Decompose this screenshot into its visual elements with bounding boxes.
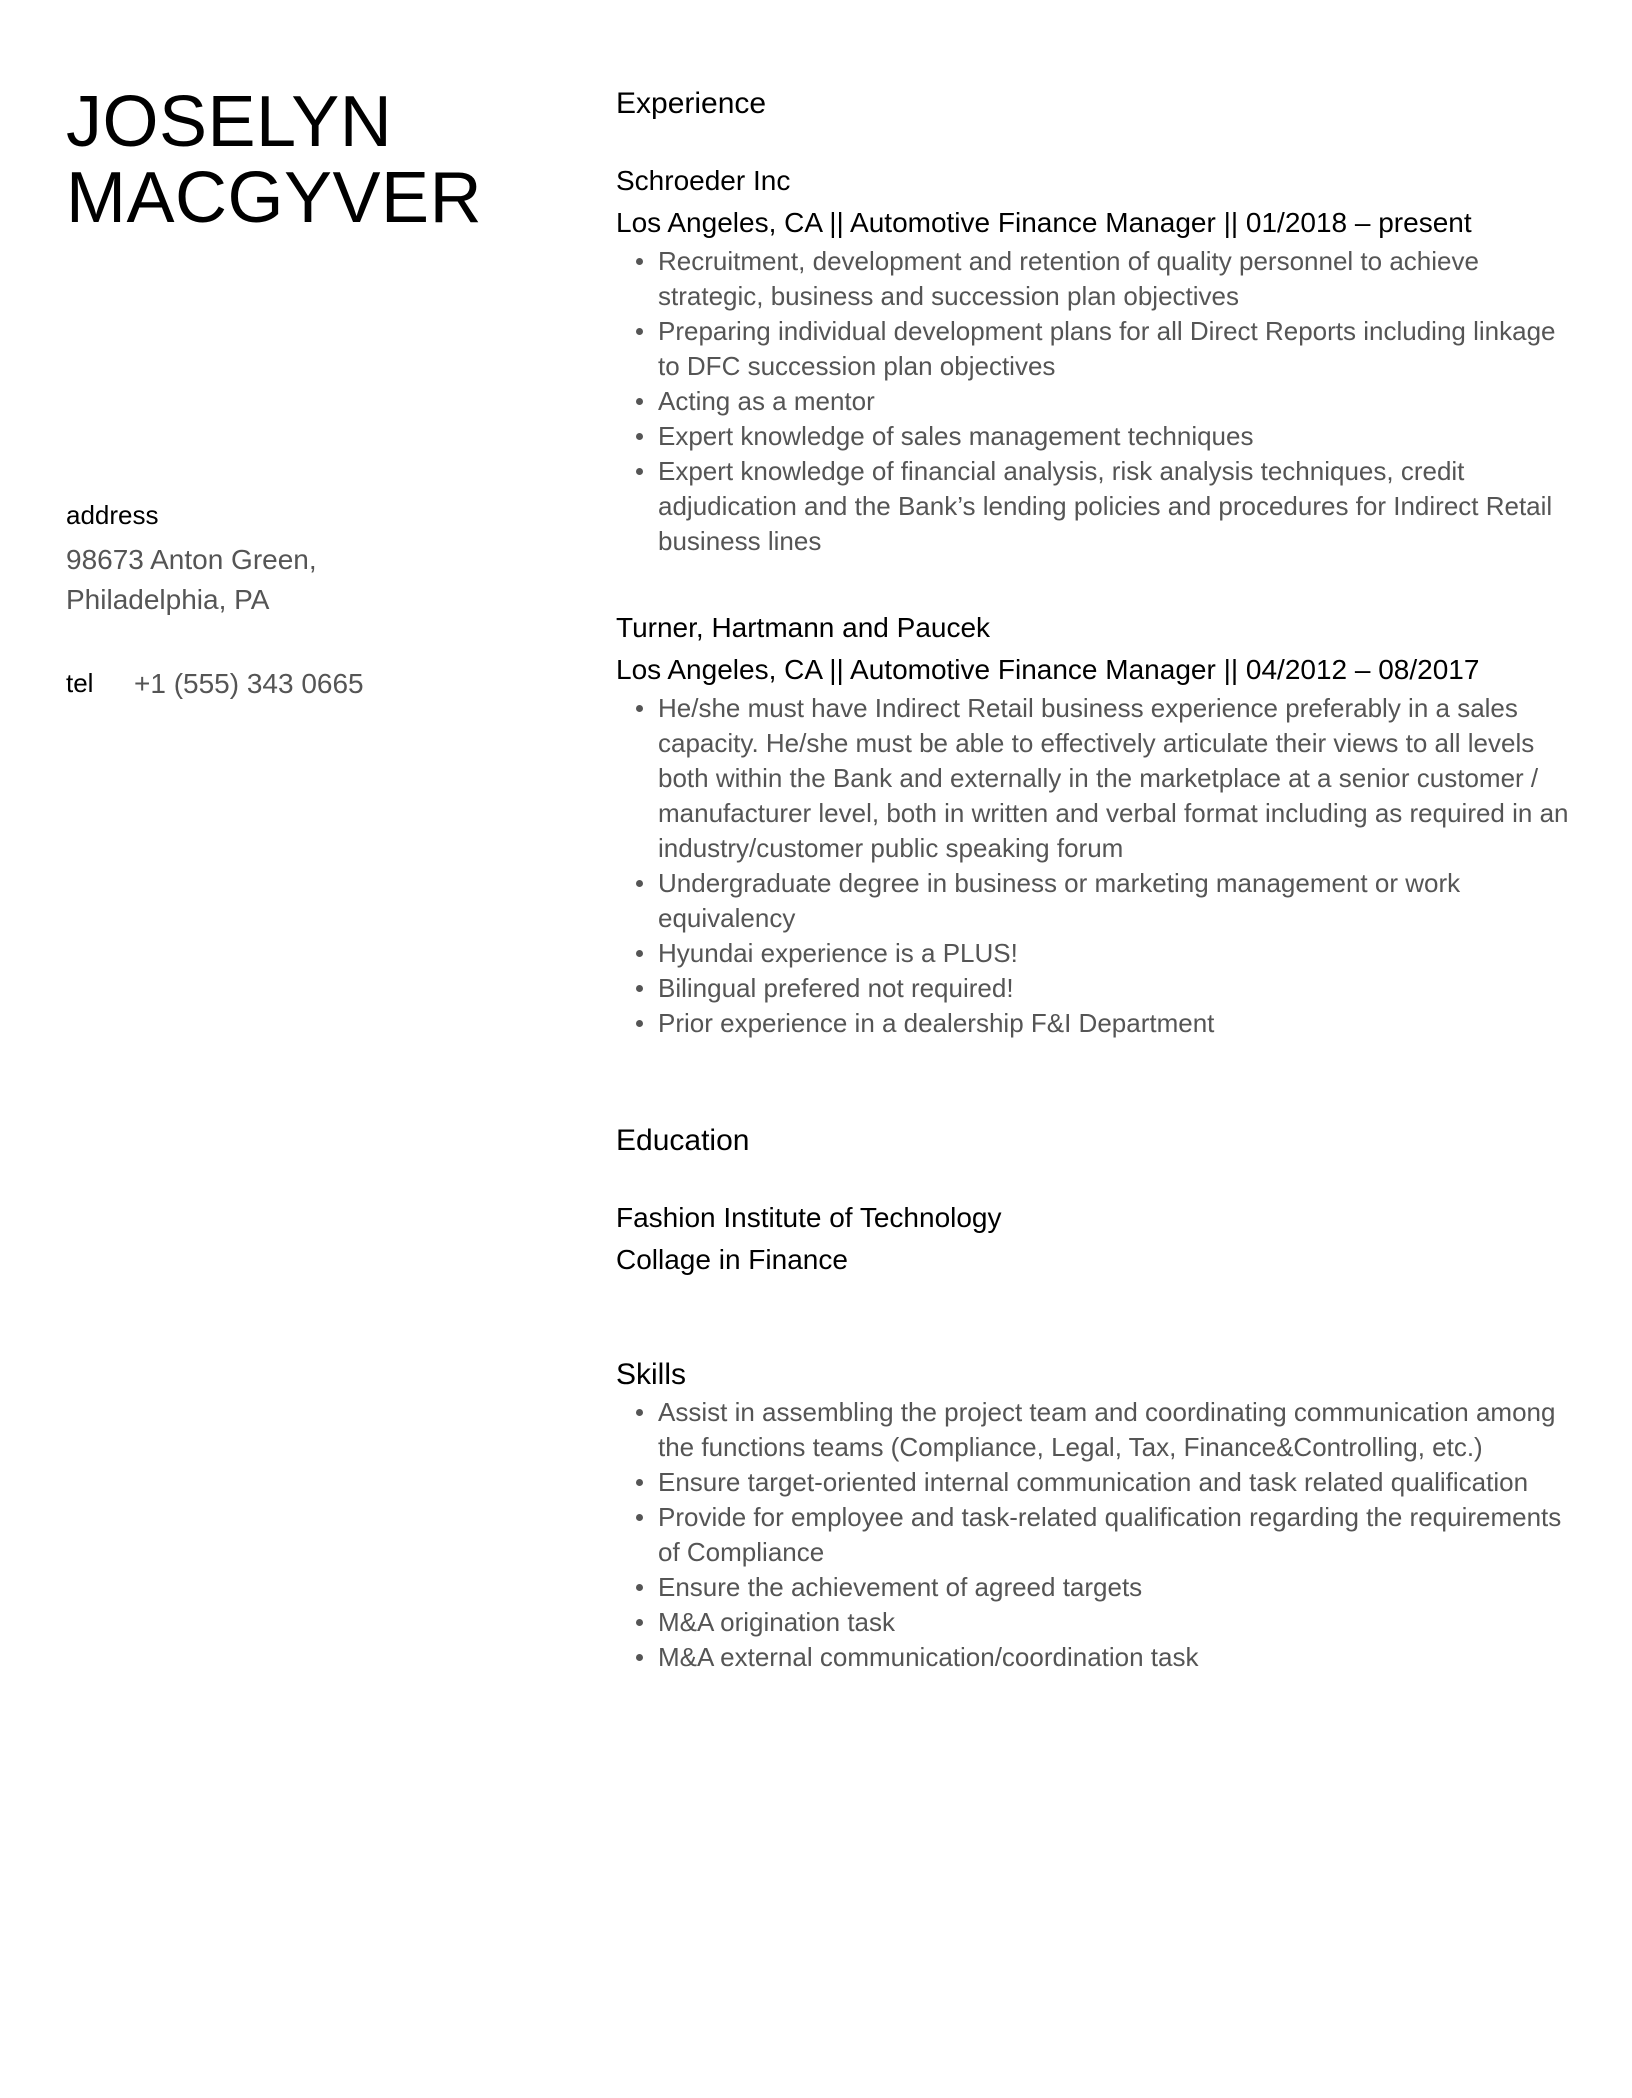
- list-item: Assist in assembling the project team and coordinating communication among the functions teams (Compliance, Legal, Tax, Finance&Controlling, etc.): [658, 1395, 1576, 1465]
- first-name: JOSELYN: [66, 82, 393, 162]
- list-item: Hyundai experience is a PLUS!: [658, 936, 1576, 971]
- job-bullets: [616, 244, 1576, 559]
- list-item: Recruitment, development and retention of quality personnel to achieve strategic, business and succession plan objectives: [658, 244, 1576, 314]
- job-company: Schroeder Inc: [616, 165, 791, 196]
- address-line-1: 98673 Anton Green,: [66, 544, 317, 575]
- list-item: M&A origination task: [658, 1605, 1576, 1640]
- candidate-name: [66, 84, 566, 236]
- list-item: Preparing individual development plans for all Direct Reports including linkage to DFC succession plan objectives: [658, 314, 1576, 384]
- last-name: MACGYVER: [66, 158, 483, 238]
- job-company: Turner, Hartmann and Paucek: [616, 612, 991, 643]
- education-degree: Collage in Finance: [616, 1244, 848, 1275]
- education-school: Fashion Institute of Technology: [616, 1202, 1002, 1233]
- experience-title: Experience: [616, 87, 767, 120]
- skills-title: Skills: [616, 1358, 687, 1391]
- list-item: He/she must have Indirect Retail business experience preferably in a sales capacity. He/she must be able to effectively articulate their views to all levels both within the Bank and externally in the marketplace at a senior customer / manufacturer level, both in written and verbal format including as required in an industry/customer public speaking forum: [658, 691, 1576, 866]
- list-item: Bilingual prefered not required!: [658, 971, 1576, 1006]
- address-line-2: Philadelphia, PA: [66, 584, 270, 615]
- list-item: Ensure the achievement of agreed targets: [658, 1570, 1576, 1605]
- tel-label: tel: [66, 668, 94, 698]
- address-label: address: [66, 500, 159, 530]
- skills-list: [616, 1395, 1576, 1675]
- job-entry: [616, 609, 1576, 1041]
- tel-value: +1 (555) 343 0665: [134, 668, 364, 699]
- list-item: Ensure target-oriented internal communication and task related qualification: [658, 1465, 1576, 1500]
- job-meta: Los Angeles, CA || Automotive Finance Manager || 04/2012 – 08/2017: [616, 654, 1480, 685]
- address-value: [66, 540, 317, 620]
- list-item: Expert knowledge of sales management techniques: [658, 419, 1576, 454]
- job-bullets: [616, 691, 1576, 1041]
- main-content: [616, 84, 1576, 1675]
- list-item: Undergraduate degree in business or marketing management or work equivalency: [658, 866, 1576, 936]
- list-item: Expert knowledge of financial analysis, risk analysis techniques, credit adjudication and the Bank’s lending policies and procedures for Indirect Retail business lines: [658, 454, 1576, 559]
- job-entry: [616, 162, 1576, 559]
- name-block: [66, 84, 566, 236]
- list-item: Acting as a mentor: [658, 384, 1576, 419]
- list-item: Prior experience in a dealership F&I Department: [658, 1006, 1576, 1041]
- education-title: Education: [616, 1124, 750, 1157]
- job-meta: Los Angeles, CA || Automotive Finance Manager || 01/2018 – present: [616, 207, 1472, 238]
- list-item: Provide for employee and task-related qualification regarding the requirements of Compliance: [658, 1500, 1576, 1570]
- list-item: M&A external communication/coordination task: [658, 1640, 1576, 1675]
